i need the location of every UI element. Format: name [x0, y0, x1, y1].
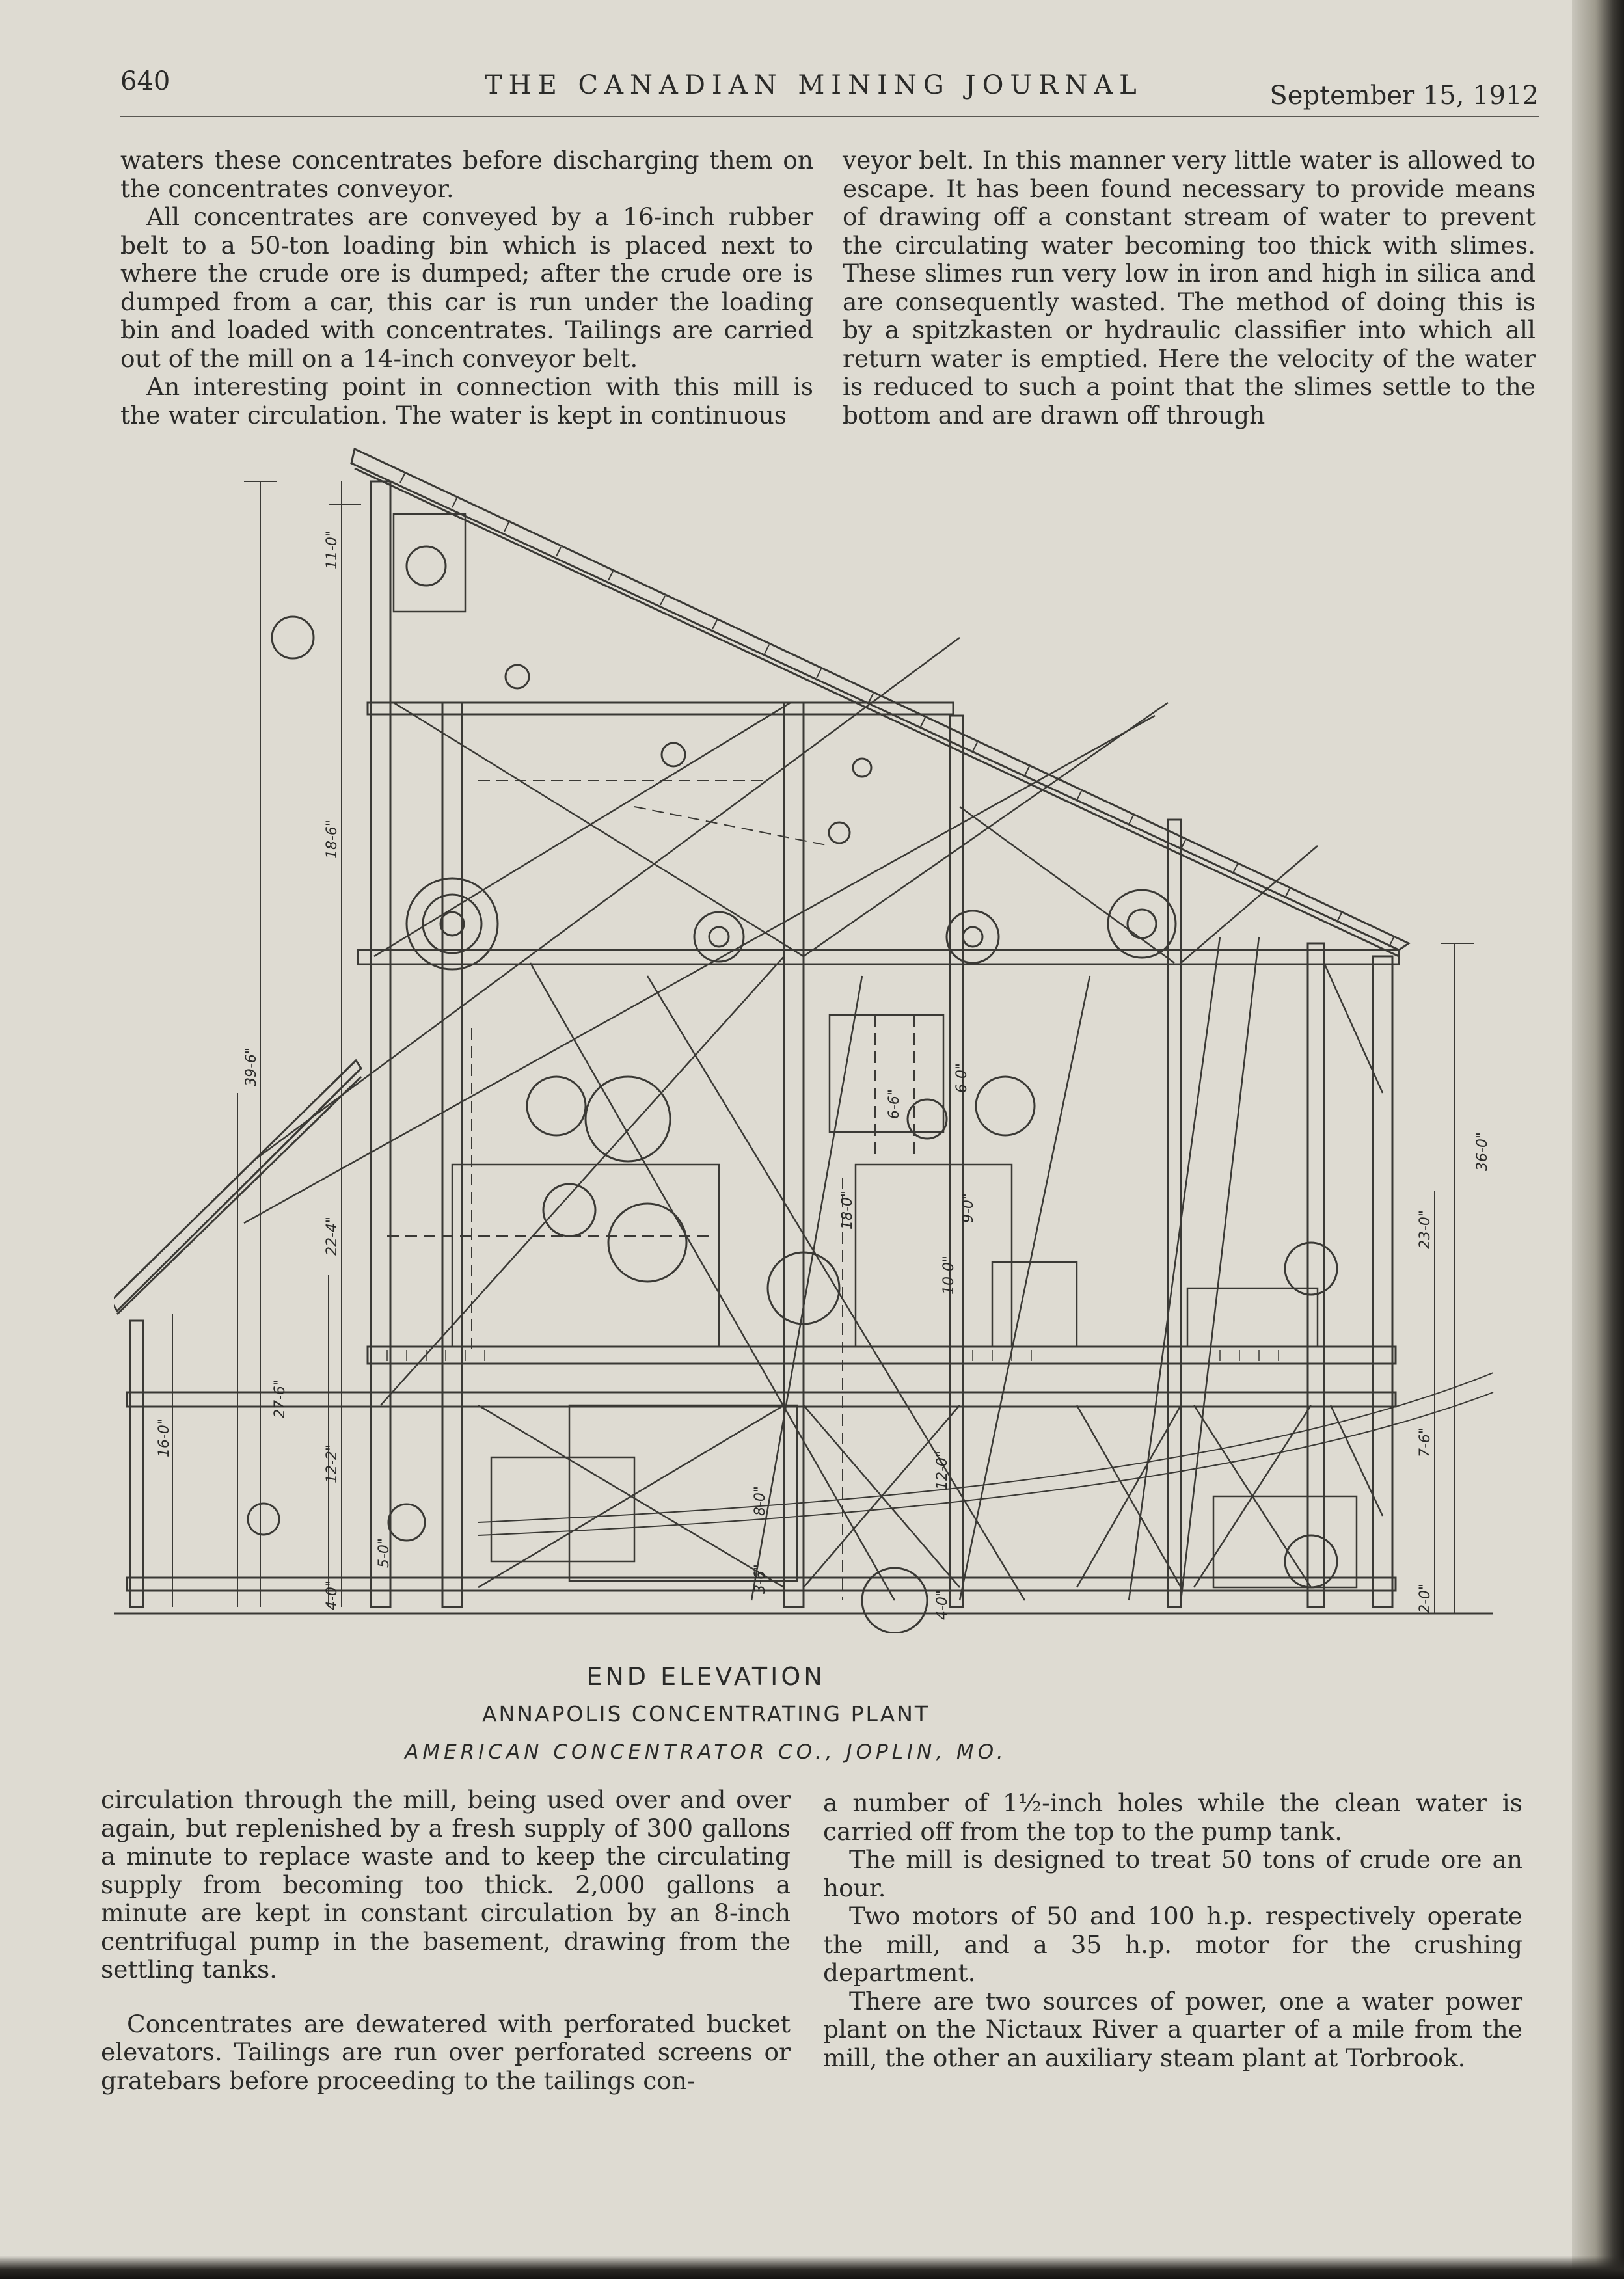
bottom-left-column: [101, 1786, 791, 2095]
dim-label: 5-0": [376, 1537, 392, 1568]
paragraph: circulation through the mill, being used over and over again, but replenished by a fresh supply of 300 gallons a minute to replace waste and to keep the circulating supply from becoming too thick. 2,000 gallons a minute are kept in constant circulation by an 8-inch centrifugal pump in the basement, drawing from the settling tanks.: [101, 1785, 791, 1984]
end-elevation-drawing: [114, 442, 1500, 1633]
dim-label: 10-0": [941, 1255, 957, 1295]
dim-label: 23-0": [1417, 1209, 1433, 1249]
paragraph: There are two sources of power, one a water power plant on the Nictaux River a quarter of a mile from the mill, the other an auxiliary steam plant at Torbrook.: [823, 1986, 1522, 2072]
pulleys: [248, 546, 1337, 1633]
dim-label: 16-0": [156, 1418, 172, 1457]
paragraph: The mill is designed to treat 50 tons of crude ore an hour.: [823, 1845, 1522, 1902]
dim-label: 39-6": [243, 1047, 260, 1086]
paragraph: Concentrates are dewatered with perforated bucket elevators. Tailings are run over perforated screens or gratebars before proceeding to the tailings con-: [101, 2009, 791, 2095]
figure-caption-subtitle: ANNAPOLIS CONCENTRATING PLANT: [481, 1701, 930, 1727]
paragraph: veyor belt. In this manner very little water is allowed to escape. It has been found necessary to provide means of drawing off a constant stream of water to prevent the circulating water becoming too thick with slimes. These slimes run very low in iron and high in silica and are consequently wasted. The method of doing this is by a spitzkasten or hydraulic classifier into which all return water is emptied. Here the velocity of the water is reduced to such a point that the slimes settle to the bottom and are drawn off through: [843, 146, 1536, 429]
figure-caption-credit: AMERICAN CONCENTRATOR CO., JOPLIN, MO.: [405, 1740, 1007, 1764]
conveyor-belts: [387, 781, 914, 1600]
paragraph: All concentrates are conveyed by a 16-inch rubber belt to a 50-ton loading bin which is placed next to where the crude ore is dumped; after the crude ore is dumped from a car, this car is run under the loading bin and loaded with concentrates. Tailings are carried out of the mill on a 14-inch conveyor belt.: [120, 202, 813, 373]
issue-date: September 15, 1912: [1269, 81, 1539, 111]
ground-curve: [478, 1373, 1493, 1522]
paragraph: a number of 1½-inch holes while the clean water is carried off from the top to the pump tank.: [823, 1788, 1522, 1846]
top-right-column: [843, 146, 1536, 429]
dim-label: 22-4": [324, 1216, 340, 1256]
dim-label: 9-0": [960, 1193, 977, 1223]
dim-label: 11-0": [324, 530, 340, 569]
page-number: 640: [120, 66, 170, 96]
dim-label: 2-0": [1417, 1583, 1433, 1613]
dimension-lines: [172, 481, 1474, 1613]
dim-label: 18-0": [839, 1190, 856, 1230]
dim-label: 4-0": [324, 1580, 340, 1610]
machinery-boxes: [394, 514, 1357, 1587]
paragraph: An interesting point in connection with this mill is the water circulation. The water is kept in continuous: [120, 372, 813, 429]
dim-label: 18-6": [324, 819, 340, 859]
paragraph: waters these concentrates before discharging them on the concentrates conveyor.: [120, 146, 813, 203]
dim-label: 12-2": [324, 1444, 340, 1483]
page-bottom-shadow: [0, 2256, 1624, 2279]
dim-label: 6-0": [954, 1062, 970, 1093]
dim-label: 36-0": [1474, 1131, 1491, 1171]
dim-label: 6-6": [886, 1088, 902, 1119]
dim-label: 12-0": [934, 1450, 951, 1490]
paragraph: Two motors of 50 and 100 h.p. respectively operate the mill, and a 35 h.p. motor for the crushing department.: [823, 1902, 1522, 1987]
figure-caption-title: END ELEVATION: [586, 1662, 826, 1691]
dim-label: 4-0": [934, 1589, 951, 1620]
dim-label: 8-0": [752, 1485, 768, 1516]
top-left-column: [120, 146, 813, 429]
dim-label: 27-6": [272, 1379, 288, 1418]
railing: [387, 1350, 1279, 1361]
dim-label: 7-6": [1417, 1427, 1433, 1457]
book-spine-shadow: [1572, 0, 1624, 2279]
journal-title: THE CANADIAN MINING JOURNAL: [485, 70, 1143, 100]
frame-posts: [130, 481, 1392, 1607]
bracing: [244, 638, 1383, 1600]
bottom-right-column: [823, 1789, 1522, 2072]
page-header: [120, 66, 1539, 118]
dim-label: 3-6": [752, 1563, 768, 1594]
header-rule: [120, 116, 1539, 117]
